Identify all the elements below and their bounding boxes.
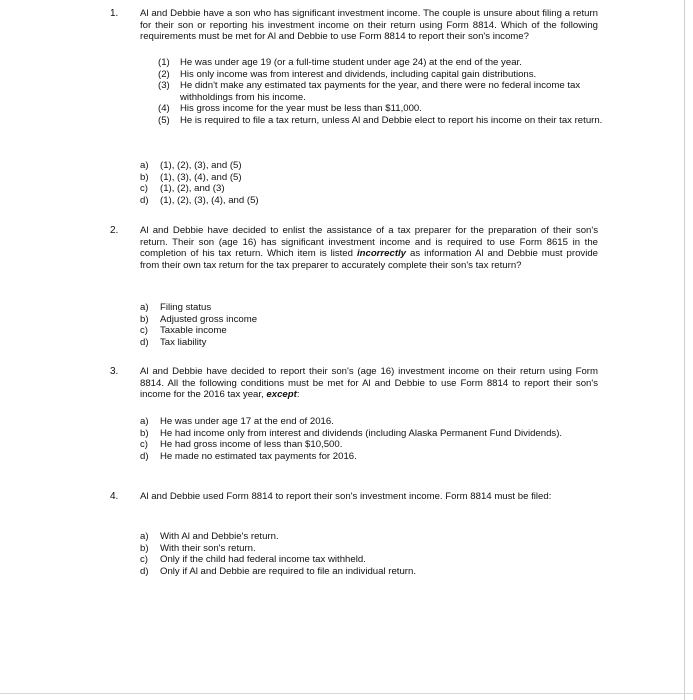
answer-option[interactable]: b) Adjusted gross income [140, 313, 258, 325]
question-number: 3. [110, 366, 119, 377]
requirement-item: (4) His gross income for the year must be less than $11,000. [158, 103, 422, 114]
question-number: 2. [110, 225, 119, 236]
answer-options [140, 302, 600, 348]
question-text: Al and Debbie used Form 8814 to report their son's investment income. Form 8814 must be filed: [140, 491, 552, 502]
answer-options [140, 160, 600, 206]
page-edge [0, 693, 693, 694]
answer-option[interactable]: d) Only if Al and Debbie are required to file an individual return. [140, 565, 416, 577]
answer-option[interactable]: a) With Al and Debbie's return. [140, 531, 279, 542]
answer-option[interactable]: a) Filing status [140, 302, 212, 313]
question-number: 1. [110, 8, 119, 19]
answer-option[interactable]: b) (1), (3), (4), and (5) [140, 171, 242, 183]
answer-option[interactable]: c) He had gross income of less than $10,500. [140, 439, 343, 450]
question-text: Al and Debbie have decided to enlist the assistance of a tax preparer for the preparation of their son's return. Their son (age 16) has significant investment income and is required to use Form 8615 in the completion of his tax return. Which item is listed incorrectly as information Al and Debbie must provide from their own tax return for the tax preparer to accurately complete their son's tax return? [140, 225, 599, 271]
question-text: Al and Debbie have a son who has significant investment income. The couple is unsure about filing a return for their son or reporting his investment income on their return using Form 8814. Which of the following requirements must be met for Al and Debbie to use Form 8814 to report their son's income? [140, 8, 598, 42]
answer-options [140, 531, 600, 577]
requirement-item: (5) He is required to file a tax return, unless Al and Debbie elect to report his income on their tax return. [158, 114, 603, 126]
answer-option[interactable]: c) Taxable income [140, 325, 227, 336]
requirement-item: (3) He didn't make any estimated tax payments for the year, and there were no federal income tax withholdings from his income. [158, 80, 581, 103]
answer-option[interactable]: d) He made no estimated tax payments for 2016. [140, 450, 357, 462]
requirement-item: (1) He was under age 19 (or a full-time student under age 24) at the end of the year. [158, 57, 522, 68]
emphasis-text: incorrectly [356, 248, 407, 259]
answer-option[interactable]: c) Only if the child had federal income tax withheld. [140, 554, 366, 565]
requirements-list [158, 57, 608, 126]
answer-option[interactable]: b) He had income only from interest and dividends (including Alaska Permanent Fund Dividends). [140, 427, 563, 439]
emphasis-text: except [266, 389, 297, 400]
requirement-item: (2) His only income was from interest and dividends, including capital gain distributions. [158, 68, 537, 80]
answer-option[interactable]: d) Tax liability [140, 336, 207, 348]
answer-option[interactable]: c) (1), (2), and (3) [140, 183, 225, 194]
page-edge [684, 0, 685, 700]
answer-option[interactable]: d) (1), (2), (3), (4), and (5) [140, 194, 259, 206]
answer-options [140, 416, 600, 462]
answer-option[interactable]: a) (1), (2), (3), and (5) [140, 160, 242, 171]
question-number: 4. [110, 491, 119, 502]
question-text: Al and Debbie have decided to report their son's (age 16) investment income on their return using Form 8814. All the following conditions must be met for Al and Debbie to use Form 8814 to report their son's income for the 2016 tax year, except: [140, 366, 598, 400]
answer-option[interactable]: b) With their son's return. [140, 542, 256, 554]
answer-option[interactable]: a) He was under age 17 at the end of 2016. [140, 416, 334, 427]
